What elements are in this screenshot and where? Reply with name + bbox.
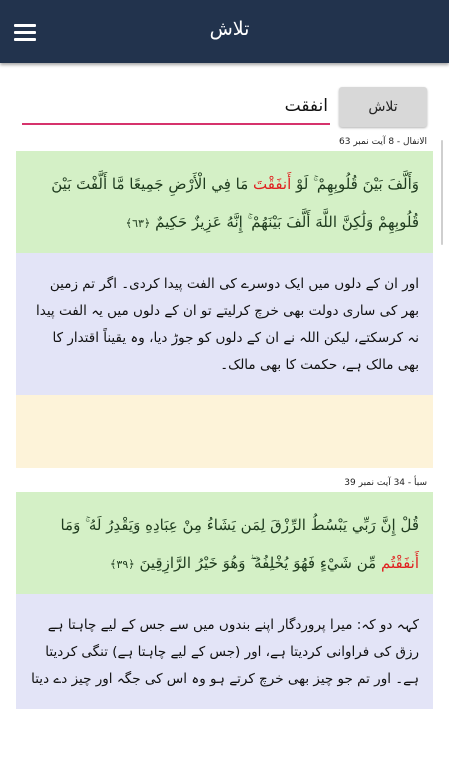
urdu-translation: اور ان کے دلوں میں ایک دوسرے کی الفت پیدا کردی۔ اگر تم زمین بھر کی ساری دولت بھی خرچ کرلیتے تو ان کے دلوں میں یہ الفت پیدا نہ کرسکتے، لیکن اللہ نے ان کے دلوں کو جوڑ دیا، وہ یقیناً اقتدار کا بھی مالک ہے، حکمت کا بھی مالک۔	[16, 253, 433, 395]
highlighted-search-term: أَنفَقْتَ	[253, 175, 292, 193]
scroll-indicator[interactable]	[441, 140, 443, 245]
search-bar	[0, 63, 449, 133]
results-list[interactable]	[16, 133, 433, 758]
ayah-number-icon: ﴿٦٣﴾	[125, 217, 151, 230]
search-button[interactable]: تلاش	[339, 87, 427, 127]
arabic-text: وَأَلَّفَ بَيْنَ قُلُوبِهِمْ ۚ لَوْ	[291, 175, 419, 193]
note-panel	[16, 395, 433, 468]
search-input-underline	[22, 123, 330, 125]
result-card	[16, 474, 433, 709]
highlighted-search-term: أَنفَقْتُم	[380, 554, 419, 572]
result-card	[16, 133, 433, 468]
arabic-text: مَا فِي الْأَرْضِ جَمِيعًا مَّا أَلَّفْتَ بَيْنَ قُلُوبِهِمْ وَلَٰكِنَّ اللَّهَ أَلَّفَ بَيْنَهُمْ ۚ إِنَّهُ عَزِيزٌ حَكِيمٌ	[51, 175, 419, 231]
urdu-translation: کہہ دو کہ: میرا پروردگار اپنے بندوں میں سے جس کے لیے چاہتا ہے رزق کی فراوانی کردیتا ہے، اور (جس کے لیے چاہتا ہے) تنگی کردیتا ہے۔ اور تم جو چیز بھی خرچ کرتے ہو وہ اس کی جگہ اور چیز دے دیتا	[16, 594, 433, 709]
arabic-verse	[16, 492, 433, 594]
arabic-text: مِّن شَيْءٍ فَهُوَ يُخْلِفُهُ ۖ وَهُوَ خَيْرُ الرَّازِقِينَ	[134, 554, 381, 572]
verse-reference: الانفال - 8 آیت نمبر 63	[16, 133, 433, 151]
arabic-text: قُلْ إِنَّ رَبِّي يَبْسُطُ الرِّزْقَ لِمَن يَشَاءُ مِنْ عِبَادِهِ وَيَقْدِرُ لَهُ ۚ وَمَا	[60, 516, 419, 534]
app-bar	[0, 0, 449, 63]
ayah-number-icon: ﴿٣٩﴾	[109, 558, 135, 571]
search-input[interactable]	[22, 89, 330, 123]
verse-reference: سبأ - 34 آیت نمبر 39	[16, 474, 433, 492]
page-title: تلاش	[209, 18, 250, 40]
arabic-verse	[16, 151, 433, 253]
